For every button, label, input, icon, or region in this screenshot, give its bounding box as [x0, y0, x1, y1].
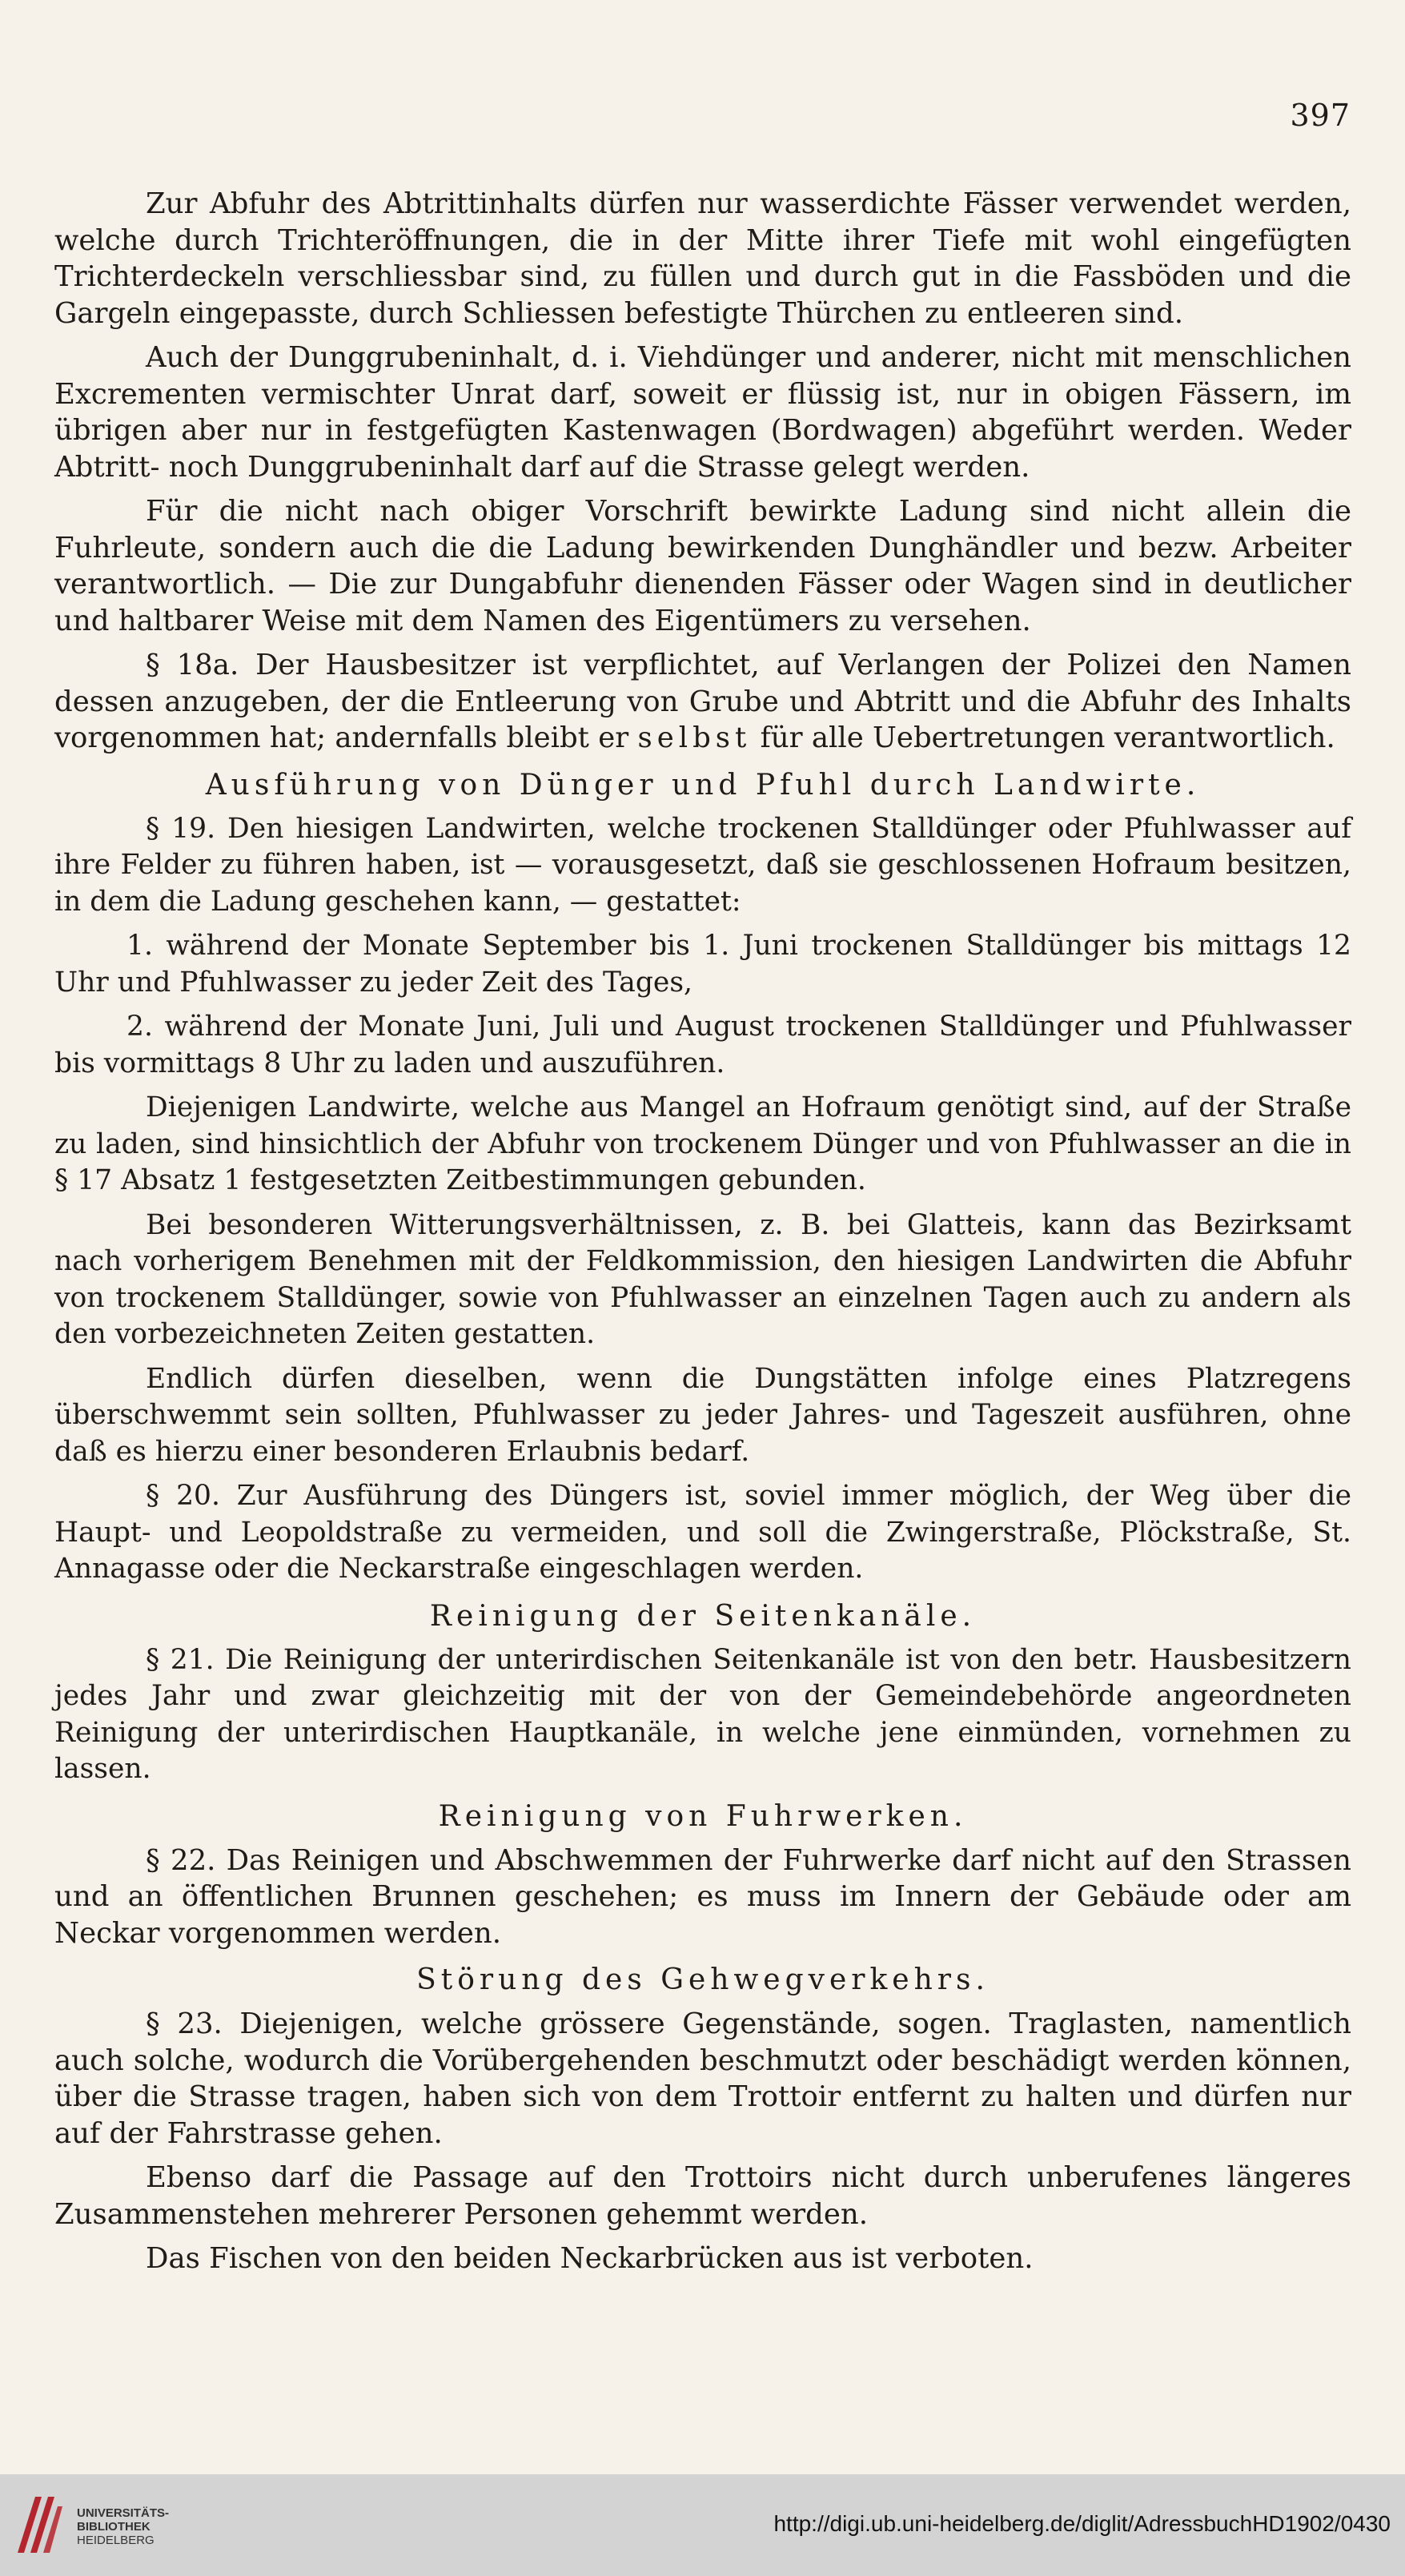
paragraph-fischen: Das Fischen von den beiden Neckarbrücken aus ist verboten. — [146, 2242, 1034, 2275]
s18a-after: für alle Uebertretungen verantwortlich. — [760, 721, 1335, 754]
paragraph-s23: § 23. Diejenigen, welche grössere Gegenstände, sogen. Traglasten, namentlich auch solche, wodurch die Vorübergehenden beschmutzt oder beschädigt werden können, über die Strasse tragen, haben sich von dem Trottoir entfernt zu halten und dürfen nur auf der Fahrstrasse gehen. — [54, 2007, 1351, 2150]
paragraph-witterung: Bei besonderen Witterungsverhältnissen, z. B. bei Glatteis, kann das Bezirksamt nach vorherigem Benehmen mit der Feldkommission, den hiesigen Landwirten die Abfuhr von trockenem Stalldünger, sowie von Pfuhlwasser an einzelnen Tagen auch zu andern als den vorbezeichneten Zeiten gestatten. — [54, 1208, 1351, 1350]
heading-fuhrwerke: Reinigung von Fuhrwerken. — [438, 1799, 968, 1833]
source-url-link[interactable]: http://digi.ub.uni-heidelberg.de/diglit/AdressbuchHD1902/0430 — [773, 2511, 1391, 2536]
paragraph-s19: § 19. Den hiesigen Landwirten, welche trockenen Stalldünger oder Pfuhlwasser auf ihre Felder zu führen haben, ist — vorausgesetzt, daß sie geschlossenen Hofraum besitzen, in dem die Ladung geschehen kann, — gestattet: — [54, 812, 1351, 918]
paragraph-platzregen: Endlich dürfen dieselben, wenn die Dungstätten infolge eines Platzregens überschwemmt sein sollten, Pfuhlwasser zu jeder Jahres- und Tageszeit ausführen, ohne daß es hierzu einer besonderen Erlaubnis bedarf. — [54, 1362, 1351, 1468]
heading-duenger: Ausführung von Dünger und Pfuhl durch Landwirte. — [205, 768, 1201, 802]
heading-seitenkanaele: Reinigung der Seitenkanäle. — [429, 1599, 977, 1633]
library-logo-icon — [11, 2489, 67, 2561]
paragraph-s21: § 21. Die Reinigung der unterirdischen Seitenkanäle ist von den betr. Hausbesitzern jedes Jahr und zwar gleichzeitig mit der von der Gemeindebehörde angeordneten Reinigung der unterirdischen Hauptkanäle, in welche jene einmünden, vornehmen zu lassen. — [54, 1643, 1351, 1785]
library-name-line1: UNIVERSITÄTS- — [77, 2506, 170, 2520]
paragraph-ladung: Für die nicht nach obiger Vorschrift bewirkte Ladung sind nicht allein die Fuhrleute, sondern auch die die Ladung bewirkenden Dunghändler und bezw. Arbeiter verantwortlich. — Die zur Dungabfuhr dienenden Fässer oder Wagen sind in deutlicher und haltbarer Weise mit dem Namen des Eigentümers zu versehen. — [54, 495, 1351, 637]
s18a-before: § 18a. Der Hausbesitzer ist verpflichtet, auf Verlangen der Polizei den Namen dessen anzugeben, der die Entleerung von Grube und Abtritt und die Abfuhr des Inhalts vorgenommen hat; andernfalls bleibt er — [54, 649, 1351, 754]
paragraph-dunggrube: Auch der Dunggrubeninhalt, d. i. Viehdünger und anderer, nicht mit menschlichen Excrementen vermischter Unrat darf, soweit er flüssig ist, nur in obigen Fässern, im übrigen aber nur in festgefügten Kastenwagen (Bordwagen) abgeführt werden. Weder Abtritt- noch Dunggrubeninhalt darf auf die Strasse gelegt werden. — [54, 341, 1351, 484]
s18a-emphasis: selbst — [637, 721, 752, 754]
page-number: 397 — [1290, 98, 1351, 133]
paragraph-abfuhr: Zur Abfuhr des Abtrittinhalts dürfen nur wasserdichte Fässer verwendet werden, welche durch Trichteröffnungen, die in der Mitte ihrer Tiefe mit wohl eingefügten Trichterdeckeln verschliessbar sind, zu füllen und durch gut in die Fassböden und die Gargeln eingepasste, durch Schliessen befestigte Thürchen zu entleeren sind. — [54, 187, 1351, 330]
paragraph-hofraum: Diejenigen Landwirte, welche aus Mangel an Hofraum genötigt sind, auf der Straße zu laden, sind hinsichtlich der Abfuhr von trockenem Dünger und von Pfuhlwasser an die in § 17 Absatz 1 festgesetzten Zeitbestimmungen gebunden. — [54, 1091, 1351, 1196]
library-name — [77, 2506, 169, 2547]
paragraph-s22: § 22. Das Reinigen und Abschwemmen der Fuhrwerke darf nicht auf den Strassen und an öffentlichen Brunnen geschehen; es muss im Innern der Gebäude oder am Neckar vorgenommen werden. — [54, 1843, 1351, 1950]
paragraph-passage: Ebenso darf die Passage auf den Trottoirs nicht durch unberufenes längeres Zusammenstehen mehrerer Personen gehemmt werden. — [54, 2161, 1351, 2231]
page-content — [54, 186, 1351, 2285]
list-item-1: 1. während der Monate September bis 1. Juni trockenen Stalldünger bis mittags 12 Uhr und Pfuhlwasser zu jeder Zeit des Tages, — [54, 930, 1351, 999]
paragraph-s20: § 20. Zur Ausführung des Düngers ist, soviel immer möglich, der Weg über die Haupt- und Leopoldstraße zu vermeiden, und soll die Zwingerstraße, Plöckstraße, St. Annagasse oder die Neckarstraße eingeschlagen werden. — [54, 1480, 1351, 1585]
list-item-2: 2. während der Monate Juni, Juli und August trockenen Stalldünger und Pfuhlwasser bis vormittags 8 Uhr zu laden und auszuführen. — [54, 1011, 1351, 1079]
heading-gehwegverkehr: Störung des Gehwegverkehrs. — [416, 1963, 990, 1996]
footer-bar — [0, 2474, 1405, 2576]
library-name-line2: BIBLIOTHEK — [77, 2520, 151, 2534]
paragraph-s18a — [54, 647, 1351, 757]
library-name-line3: HEIDELBERG — [77, 2534, 155, 2547]
